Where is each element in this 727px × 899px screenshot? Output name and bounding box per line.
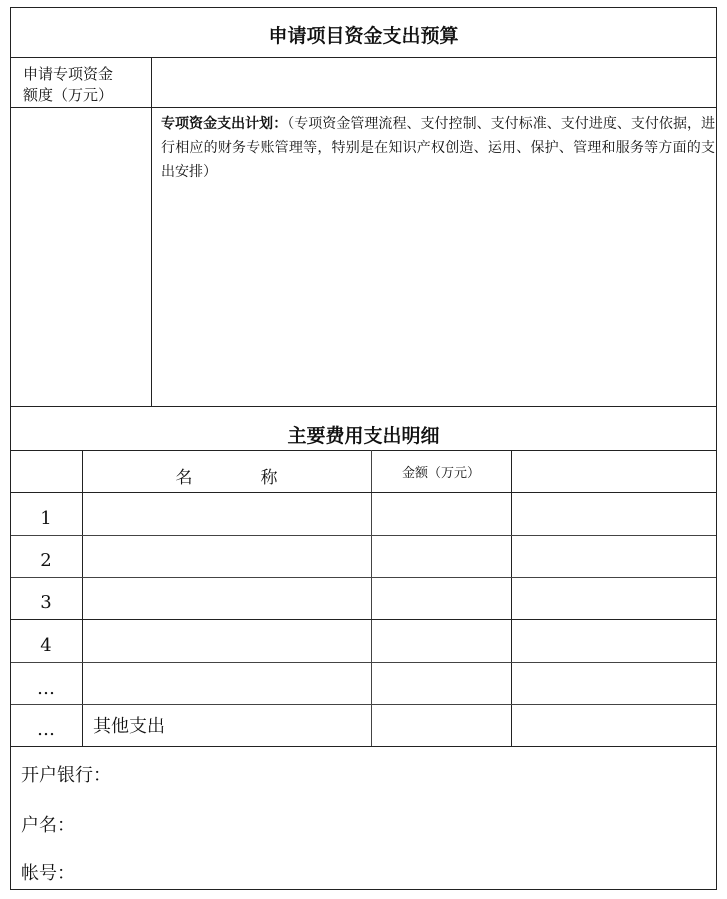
divider	[11, 406, 716, 407]
divider	[11, 746, 716, 747]
bank-label: 开户银行：	[21, 765, 111, 786]
label-column-divider	[151, 57, 152, 406]
budget-form	[10, 7, 717, 890]
row-divider	[11, 704, 716, 705]
table-column-divider	[371, 450, 372, 746]
row-number: …	[37, 678, 55, 699]
row-number: 4	[40, 635, 52, 656]
table-column-divider	[511, 450, 512, 746]
row-divider	[11, 535, 716, 536]
plan-text: （专项资金管理流程、支付控制、支付标准、支付进度、支付依据，进行相应的财务专账管理等，特别是在知识产权创造、运用、保护、管理和服务等方面的支出安排）	[161, 116, 716, 180]
divider	[11, 492, 716, 493]
form-title: 申请项目资金支出预算	[268, 25, 459, 47]
divider	[11, 107, 716, 108]
row-name-cell[interactable]: 其他支出	[93, 716, 165, 737]
amount-label-line1: 申请专项资金	[23, 65, 114, 83]
plan-label: 专项资金支出计划：	[161, 116, 288, 132]
amount-label-line2: 额度（万元）	[23, 86, 114, 104]
column-header-name: 名 称	[175, 468, 278, 488]
row-number: 1	[40, 508, 52, 529]
row-divider	[11, 662, 716, 663]
column-header-amount: 金额（万元）	[401, 466, 480, 481]
row-number: 3	[40, 592, 52, 613]
row-number: …	[37, 719, 55, 740]
account-number-label: 帐号：	[21, 863, 75, 884]
row-number: 2	[40, 550, 52, 571]
row-divider	[11, 619, 716, 620]
plan-section[interactable]	[161, 112, 715, 184]
account-name-label: 户名：	[21, 815, 75, 836]
divider	[11, 57, 716, 58]
detail-title: 主要费用支出明细	[287, 425, 440, 447]
divider	[11, 450, 716, 451]
table-column-divider	[82, 450, 83, 746]
row-divider	[11, 577, 716, 578]
